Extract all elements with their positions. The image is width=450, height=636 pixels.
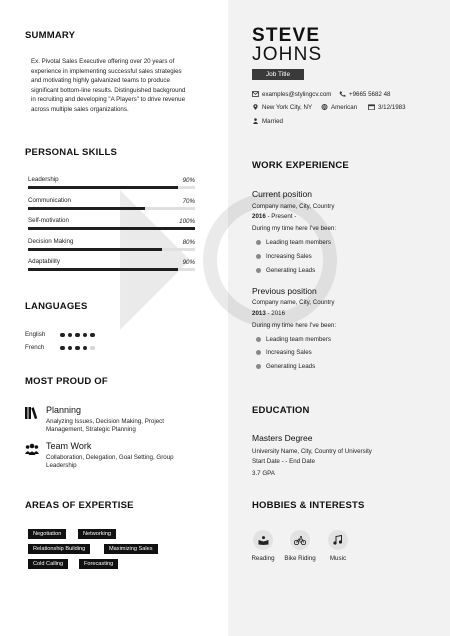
- expertise-tag: Maximizing Sales: [104, 544, 158, 554]
- job-intro: During my time here I've been:: [252, 322, 337, 329]
- skill-name: Decision Making: [28, 238, 74, 245]
- skill-leadership: [28, 176, 195, 194]
- language-level-dots: [60, 345, 98, 352]
- skill-decision-making: [28, 238, 195, 256]
- languages-title: LANGUAGES: [25, 301, 88, 312]
- skill-bar-track: [28, 207, 195, 210]
- hobby-music: [318, 530, 358, 562]
- gpa: 3.7 GPA: [252, 470, 275, 477]
- email-icon: [252, 91, 259, 97]
- proud-title: MOST PROUD OF: [25, 376, 108, 387]
- hobby-icon-circle: [328, 530, 348, 550]
- skill-bar-fill: [28, 227, 195, 230]
- skill-name: Adaptability: [28, 258, 60, 265]
- skill-bar-fill: [28, 207, 145, 210]
- skill-percent: 100%: [179, 218, 195, 225]
- language-level-dot: [75, 346, 80, 351]
- last-name: JOHNS: [252, 44, 323, 65]
- hobby-label: Reading: [251, 555, 275, 562]
- language-name: French: [25, 344, 45, 351]
- bullet-dot: [256, 364, 261, 369]
- proud-desc-line: Collaboration, Delegation, Goal Setting, Group: [46, 454, 174, 461]
- skill-adaptability: [28, 258, 195, 276]
- job-company: Company name, City, Country: [252, 203, 335, 210]
- skills-title: PERSONAL SKILLS: [25, 147, 118, 158]
- bullet-text: Generating Leads: [266, 363, 316, 370]
- contact-birthdate: [368, 103, 406, 112]
- contact-nationality: [321, 103, 357, 112]
- proud-desc-line: Leadership: [46, 462, 77, 470]
- skill-name: Leadership: [28, 176, 59, 183]
- skill-bar-track: [28, 268, 195, 271]
- hobby-label: Bike Riding: [284, 555, 316, 562]
- bullet-dot: [256, 268, 261, 273]
- bullet-dot: [256, 337, 261, 342]
- summary-line: across multiple sales organizations.: [31, 105, 129, 113]
- location-text: New York City, NY: [262, 104, 313, 111]
- expertise-tag: Networking: [78, 529, 116, 539]
- proud-item-description: [46, 454, 196, 471]
- job-period: [252, 309, 285, 318]
- summary-title: SUMMARY: [25, 30, 76, 41]
- language-name: English: [25, 331, 46, 338]
- proud-desc-line: Management, Strategic Planning: [46, 426, 136, 434]
- skill-bar-fill: [28, 248, 162, 251]
- education-dates: Start Date - - End Date: [252, 458, 315, 465]
- proud-item-title: Team Work: [46, 441, 92, 451]
- hobby-icon-circle: [253, 530, 273, 550]
- hobby-bike-riding: [280, 530, 320, 562]
- job-period-suffix: - Present -: [265, 213, 297, 220]
- summary-line: Ex. Pivotal Sales Executive offering over 20 years of: [31, 58, 175, 65]
- education-title: EDUCATION: [252, 405, 310, 416]
- phone-icon: [339, 91, 346, 97]
- expertise-tag: Forecasting: [79, 559, 118, 569]
- skill-bar-fill: [28, 268, 178, 271]
- skill-percent: 70%: [182, 198, 195, 205]
- job-period-suffix: - 2016: [265, 310, 286, 317]
- skill-self-motivation: [28, 217, 195, 235]
- bike-icon: [294, 536, 306, 545]
- proud-item-description: [46, 418, 196, 435]
- bullet-dot: [256, 350, 261, 355]
- email-text: examples@stylingcv.com: [262, 91, 332, 98]
- summary-line: significant bottom-line results. Distinguished background: [31, 86, 186, 94]
- expertise-tag: Relationship Building: [28, 544, 90, 554]
- skill-communication: [28, 197, 195, 215]
- job-title-badge: Job Title: [252, 69, 304, 80]
- skill-name: Communication: [28, 197, 71, 204]
- reading-icon: [258, 536, 269, 545]
- skill-percent: 90%: [182, 259, 195, 266]
- skill-bar-track: [28, 186, 195, 189]
- language-level-dot: [68, 346, 73, 351]
- hobbies-title: HOBBIES & INTERESTS: [252, 500, 365, 511]
- language-level-dot: [90, 333, 95, 338]
- bullet-text: Increasing Sales: [266, 253, 312, 260]
- expertise-tag: Negotiation: [28, 529, 66, 539]
- contact-phone[interactable]: [339, 90, 390, 99]
- contact-location: [252, 103, 312, 112]
- first-name: STEVE: [252, 25, 321, 46]
- skill-percent: 80%: [182, 239, 195, 246]
- language-level-dot: [75, 333, 80, 338]
- language-level-dot: [83, 333, 88, 338]
- summary-line: in recruiting and developing "A Players" to drive revenue: [31, 96, 186, 104]
- music-icon: [333, 535, 343, 545]
- birthdate-text: 3/12/1983: [378, 104, 406, 111]
- bullet-text: Increasing Sales: [266, 349, 312, 356]
- work-title: WORK EXPERIENCE: [252, 160, 349, 171]
- books-icon: [25, 407, 39, 419]
- contact-email[interactable]: [252, 90, 331, 99]
- bullet-text: Generating Leads: [266, 267, 316, 274]
- degree: Masters Degree: [252, 433, 313, 443]
- phone-text: +9665 5682 48: [349, 91, 391, 98]
- language-level-dot: [83, 346, 88, 351]
- language-level-dots: [60, 332, 98, 339]
- skill-bar-fill: [28, 186, 178, 189]
- hobby-label: Music: [329, 555, 347, 562]
- language-level-dot: [90, 346, 95, 351]
- summary-text: [31, 57, 193, 115]
- skill-name: Self-motivation: [28, 217, 69, 224]
- language-level-dot: [60, 333, 65, 338]
- job-company: Company name, City, Country: [252, 299, 335, 306]
- language-french: [25, 344, 125, 354]
- school: University Name, City, Country of University: [252, 448, 372, 455]
- proud-item-title: Planning: [46, 405, 82, 415]
- expertise-title: AREAS OF EXPERTISE: [25, 500, 134, 511]
- expertise-tag: Cold Calling: [28, 559, 68, 569]
- bullet-dot: [256, 240, 261, 245]
- summary-line: experience in implementing successful sales strategies: [31, 67, 182, 75]
- proud-desc-line: Analyzing Issues, Decision Making, Project: [46, 418, 164, 425]
- skill-bar-track: [28, 248, 195, 251]
- summary-line: and motivating highly galvanized teams to produce: [31, 77, 170, 85]
- language-level-dot: [68, 333, 73, 338]
- nationality-text: American: [331, 104, 358, 111]
- job-period: [252, 212, 296, 221]
- globe-icon: [321, 104, 328, 110]
- marital-text: Married: [262, 118, 283, 125]
- job-position: Current position: [252, 189, 313, 199]
- team-icon: [25, 443, 39, 455]
- bullet-text: Leading team members: [266, 239, 332, 246]
- bullet-text: Leading team members: [266, 336, 332, 343]
- hobby-reading: [243, 530, 283, 562]
- job-year: 2013: [252, 310, 266, 317]
- person-icon: [252, 118, 259, 124]
- skill-bar-track: [28, 227, 195, 230]
- contact-marital: [252, 117, 283, 126]
- job-year: 2016: [252, 213, 266, 220]
- location-pin-icon: [252, 104, 259, 110]
- language-level-dot: [60, 346, 65, 351]
- language-english: [25, 331, 125, 341]
- calendar-icon: [368, 104, 375, 110]
- hobby-icon-circle: [290, 530, 310, 550]
- job-position: Previous position: [252, 286, 317, 296]
- job-intro: During my time here I've been:: [252, 225, 337, 232]
- bullet-dot: [256, 254, 261, 259]
- skill-percent: 90%: [182, 177, 195, 184]
